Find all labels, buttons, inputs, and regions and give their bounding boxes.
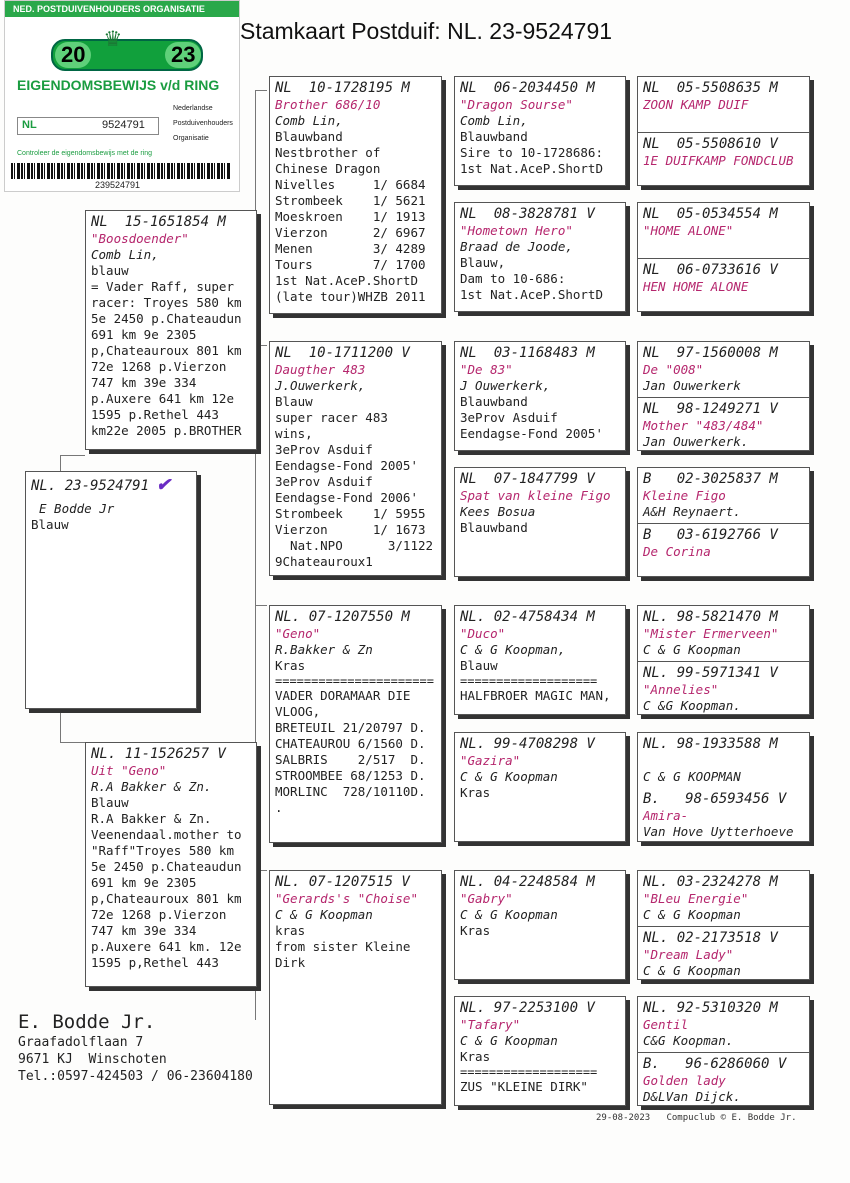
gp-owner: R.Bakker & Zn bbox=[275, 642, 373, 657]
ggp-line: Dam to 10-686: bbox=[460, 271, 566, 286]
ring-number-box bbox=[17, 117, 159, 135]
mother-ring: NL. 11-1526257 V bbox=[91, 746, 226, 762]
mother-card bbox=[85, 742, 257, 987]
gggp-ring: NL 05-5508635 M bbox=[643, 80, 778, 96]
gp-owner: C & G Koopman bbox=[275, 907, 373, 922]
mother-line: R.A Bakker & Zn. bbox=[91, 811, 212, 826]
ggp-name: "Dragon Sourse" bbox=[460, 97, 573, 112]
subject-pigeon-card bbox=[25, 471, 197, 709]
gggp-male bbox=[638, 203, 809, 262]
gggp-name: Gentil bbox=[643, 1017, 689, 1032]
control-text: Controleer de eigendomsbewijs met de ring bbox=[17, 150, 153, 157]
mother-line: p.Auxere 641 km. 12e bbox=[91, 939, 242, 954]
gp-line: Strombeek 1/ 5955 bbox=[275, 506, 426, 521]
mother-line: 747 km 39e 334 bbox=[91, 923, 197, 938]
ggp-name: "Tafary" bbox=[460, 1017, 521, 1032]
gp-line: Blauw bbox=[275, 394, 313, 409]
gp-ring: NL. 07-1207515 V bbox=[275, 874, 410, 890]
gggp-male bbox=[638, 997, 809, 1056]
gggp-ring: B 02-3025837 M bbox=[643, 471, 778, 487]
gggp-ring: NL 06-0733616 V bbox=[643, 262, 778, 278]
gp-line: Strombeek 1/ 5621 bbox=[275, 193, 426, 208]
grandparent-card bbox=[269, 870, 442, 1105]
father-line: blauw bbox=[91, 263, 129, 278]
gp-name: "Geno" bbox=[275, 626, 321, 641]
gggp-ring: NL. 92-5310320 M bbox=[643, 1000, 778, 1016]
connector bbox=[255, 90, 267, 91]
gggp-ring: B. 98-6593456 V bbox=[643, 791, 787, 807]
father-line: racer: Troyes 580 km bbox=[91, 295, 242, 310]
gggp-name: "Dream Lady" bbox=[643, 947, 734, 962]
gggp-female bbox=[638, 258, 809, 312]
great-grandparent-card bbox=[454, 341, 626, 451]
gp-line: wins, bbox=[275, 426, 313, 441]
gggp-owner: C &G Koopman. bbox=[643, 698, 741, 713]
father-line: 5e 2450 p.Chateaudun bbox=[91, 311, 242, 326]
mother-line: p,Chateauroux 801 km bbox=[91, 891, 242, 906]
gggp-name: "Mister Ermerveen" bbox=[643, 626, 779, 641]
gp-line: Nestbrother of bbox=[275, 145, 381, 160]
ggp-owner: J Ouwerkerk, bbox=[460, 378, 551, 393]
connector bbox=[60, 742, 85, 743]
checkmark-icon: ✔ bbox=[157, 471, 170, 495]
ring-year-right: 23 bbox=[165, 42, 201, 68]
ggp-owner: C & G Koopman bbox=[460, 907, 558, 922]
gggp-ring: NL 05-0534554 M bbox=[643, 206, 778, 222]
father-line: 72e 1268 p.Vierzon bbox=[91, 359, 227, 374]
footer-credit: 29-08-2023 Compuclub © E. Bodde Jr. bbox=[596, 1113, 797, 1123]
subject-owner: E Bodde Jr bbox=[39, 501, 115, 516]
gp-ring: NL. 07-1207550 M bbox=[275, 609, 410, 625]
gggp-pair-card bbox=[637, 870, 810, 980]
mother-line: Veenendaal.mother to bbox=[91, 827, 242, 842]
great-grandparent-card bbox=[454, 605, 626, 715]
father-line: km22e 2005 p.BROTHER bbox=[91, 423, 242, 438]
npo-line-2: Postduivenhouders bbox=[173, 120, 233, 127]
gp-owner: Comb Lin, bbox=[275, 113, 343, 128]
gggp-ring: B. 96-6286060 V bbox=[643, 1056, 787, 1072]
gp-line: Dirk bbox=[275, 955, 306, 970]
father-card bbox=[85, 210, 257, 450]
ggp-line: Blauwband bbox=[460, 520, 528, 535]
gp-name: Brother 686/10 bbox=[275, 97, 381, 112]
ggp-ring: NL. 02-4758434 M bbox=[460, 609, 595, 625]
gp-line: SALBRIS 2/517 D. bbox=[275, 752, 426, 767]
ggp-owner: C & G Koopman, bbox=[460, 642, 566, 657]
ggp-line: HALFBROER MAGIC MAN, bbox=[460, 688, 611, 703]
gggp-ring: NL. 99-5971341 V bbox=[643, 665, 778, 681]
gp-line: Eendagse-Fond 2005' bbox=[275, 458, 418, 473]
gp-line: Moeskroen 1/ 1913 bbox=[275, 209, 426, 224]
gggp-male bbox=[638, 77, 809, 136]
ggp-ring: NL. 97-2253100 V bbox=[460, 1000, 595, 1016]
gp-line: super racer 483 bbox=[275, 410, 388, 425]
page-title: Stamkaart Postduif: NL. 23-9524791 bbox=[240, 18, 613, 44]
gp-line: VLOOG, bbox=[275, 704, 321, 719]
grandparent-card bbox=[269, 605, 442, 843]
ggp-line: ZUS "KLEINE DIRK" bbox=[460, 1079, 588, 1094]
father-line: 747 km 39e 334 bbox=[91, 375, 197, 390]
ggp-name: "Hometown Hero" bbox=[460, 223, 573, 238]
ggp-name: Spat van kleine Figo bbox=[460, 488, 611, 503]
gggp-pair-card bbox=[637, 76, 810, 186]
gp-line: Eendagse-Fond 2006' bbox=[275, 490, 418, 505]
npo-block bbox=[173, 101, 233, 146]
gp-name: "Gerards's "Choise" bbox=[275, 891, 418, 906]
gp-ring: NL 10-1728195 M bbox=[275, 80, 410, 96]
gp-line: VADER DORAMAAR DIE bbox=[275, 688, 411, 703]
ggp-owner: C & G Koopman bbox=[460, 769, 558, 784]
gggp-pair-card bbox=[637, 996, 810, 1106]
ggp-line: Kras bbox=[460, 923, 491, 938]
gggp-pair-card bbox=[637, 605, 810, 715]
gggp-owner: D&LVan Dijck. bbox=[643, 1089, 741, 1104]
gggp-owner: C & G Koopman bbox=[643, 963, 741, 978]
ggp-ring: NL 08-3828781 V bbox=[460, 206, 595, 222]
gggp-ring: NL. 03-2324278 M bbox=[643, 874, 778, 890]
breeder-phone: Tel.:0597-424503 / 06-23604180 bbox=[18, 1069, 253, 1084]
ggp-ring: NL 03-1168483 M bbox=[460, 345, 595, 361]
gggp-female bbox=[638, 926, 809, 980]
gp-line: (late tour)WHZB 2011 bbox=[275, 289, 426, 304]
ggp-line: Blauwband bbox=[460, 394, 528, 409]
subject-color: Blauw bbox=[31, 517, 69, 532]
mother-line: 1595 p,Rethel 443 bbox=[91, 955, 219, 970]
gggp-male bbox=[638, 606, 809, 665]
ggp-name: "Gabry" bbox=[460, 891, 513, 906]
ggp-owner: Braad de Joode, bbox=[460, 239, 573, 254]
mother-line: "Raff"Troyes 580 km bbox=[91, 843, 234, 858]
ggp-ring: NL 06-2034450 M bbox=[460, 80, 595, 96]
mother-line: 691 km 9e 2305 bbox=[91, 875, 197, 890]
gggp-name: "BLeu Energie" bbox=[643, 891, 749, 906]
ggp-line: Eendagse-Fond 2005' bbox=[460, 426, 603, 441]
father-line: p.Auxere 641 km 12e bbox=[91, 391, 234, 406]
gggp-name: De "008" bbox=[643, 362, 704, 377]
gp-line: Chinese Dragon bbox=[275, 161, 381, 176]
gp-line: CHATEAUROU 6/1560 D. bbox=[275, 736, 426, 751]
gggp-male bbox=[638, 733, 809, 792]
ggp-ring: NL. 04-2248584 M bbox=[460, 874, 595, 890]
gp-ring: NL 10-1711200 V bbox=[275, 345, 410, 361]
ggp-owner: Kees Bosua bbox=[460, 504, 536, 519]
ring-year-left: 20 bbox=[55, 42, 91, 68]
breeder-info bbox=[18, 1010, 253, 1085]
gggp-owner: Jan Ouwerkerk. bbox=[643, 434, 749, 449]
gggp-name: De Corina bbox=[643, 544, 711, 559]
gggp-ring: NL 97-1560008 M bbox=[643, 345, 778, 361]
lion-emblem-icon: ♛ bbox=[105, 23, 121, 53]
ggp-line: Blauw, bbox=[460, 255, 506, 270]
gp-owner: J.Ouwerkerk, bbox=[275, 378, 366, 393]
gggp-name: ZOON KAMP DUIF bbox=[643, 97, 749, 112]
gggp-ring: NL 98-1249271 V bbox=[643, 401, 778, 417]
gggp-female bbox=[638, 132, 809, 186]
gggp-male bbox=[638, 468, 809, 527]
gggp-name: Kleine Figo bbox=[643, 488, 726, 503]
gp-divider: ====================== bbox=[275, 674, 434, 688]
gp-line: Kras bbox=[275, 658, 306, 673]
barcode-number: 239524791 bbox=[95, 180, 141, 190]
gggp-female bbox=[638, 1052, 809, 1106]
gp-line: 3eProv Asduif bbox=[275, 442, 373, 457]
gp-line: Vierzon 1/ 1673 bbox=[275, 522, 426, 537]
gggp-owner: Jan Ouwerkerk bbox=[643, 378, 741, 393]
gggp-name: "HOME ALONE" bbox=[643, 223, 734, 238]
gggp-female bbox=[638, 661, 809, 715]
gggp-owner: A&H Reynaert. bbox=[643, 504, 741, 519]
mother-line: 72e 1268 p.Vierzon bbox=[91, 907, 227, 922]
subject-ring bbox=[31, 471, 191, 495]
gggp-pair-card bbox=[637, 732, 810, 842]
gp-line: Menen 3/ 4289 bbox=[275, 241, 426, 256]
mother-name: Uit "Geno" bbox=[91, 763, 167, 778]
ggp-line: 3eProv Asduif bbox=[460, 410, 558, 425]
ring-number: 9524791 bbox=[102, 119, 145, 131]
ggp-ring: NL. 99-4708298 V bbox=[460, 736, 595, 752]
father-line: = Vader Raff, super bbox=[91, 279, 234, 294]
great-grandparent-card bbox=[454, 202, 626, 312]
gggp-female bbox=[638, 523, 809, 577]
npo-line-3: Organisatie bbox=[173, 135, 209, 142]
connector bbox=[255, 605, 267, 606]
gggp-owner: C & G KOOPMAN bbox=[643, 769, 741, 784]
ring-heading: EIGENDOMSBEWIJS v/d RING bbox=[17, 77, 220, 93]
great-grandparent-card bbox=[454, 996, 626, 1106]
ggp-divider: =================== bbox=[460, 1065, 598, 1079]
gggp-name: Golden lady bbox=[643, 1073, 726, 1088]
great-grandparent-card bbox=[454, 732, 626, 842]
gp-line: MORLINC 728/10110D. bbox=[275, 784, 426, 799]
breeder-name: E. Bodde Jr. bbox=[18, 1011, 156, 1033]
gp-line: 3eProv Asduif bbox=[275, 474, 373, 489]
gggp-name: 1E DUIFKAMP FONDCLUB bbox=[643, 153, 794, 168]
gggp-pair-card bbox=[637, 467, 810, 577]
gggp-female bbox=[638, 788, 809, 842]
gggp-name: "Annelies" bbox=[643, 682, 719, 697]
ring-country: NL bbox=[22, 119, 37, 131]
father-line: 1595 p.Rethel 443 bbox=[91, 407, 219, 422]
gggp-male bbox=[638, 871, 809, 930]
gggp-owner: C & G Koopman bbox=[643, 642, 741, 657]
mother-line: Blauw bbox=[91, 795, 129, 810]
gggp-pair-card bbox=[637, 341, 810, 451]
subject-ring-text: NL. 23-9524791 bbox=[31, 478, 150, 494]
ring-ownership-card bbox=[4, 0, 240, 192]
ggp-name: "Duco" bbox=[460, 626, 506, 641]
gggp-name: HEN HOME ALONE bbox=[643, 279, 749, 294]
gggp-name: Amira- bbox=[643, 808, 689, 823]
ggp-owner: C & G Koopman bbox=[460, 1033, 558, 1048]
ggp-line: Blauw bbox=[460, 658, 498, 673]
gggp-ring: NL. 02-2173518 V bbox=[643, 930, 778, 946]
ggp-name: "Gazira" bbox=[460, 753, 521, 768]
ring-org-label: NED. POSTDUIVENHOUDERS ORGANISATIE bbox=[5, 1, 239, 17]
mother-owner: R.A Bakker & Zn. bbox=[91, 779, 212, 794]
gggp-owner: Van Hove Uytterhoeve bbox=[643, 824, 794, 839]
ggp-line: Sire to 10-1728686: bbox=[460, 145, 603, 160]
gp-line: . bbox=[275, 800, 283, 815]
grandparent-card bbox=[269, 341, 442, 576]
gggp-ring: B 03-6192766 V bbox=[643, 527, 778, 543]
gp-line: Nivelles 1/ 6684 bbox=[275, 177, 426, 192]
father-name: "Boosdoender" bbox=[91, 231, 189, 246]
ggp-line: Kras bbox=[460, 1049, 491, 1064]
ggp-name: "De 83" bbox=[460, 362, 513, 377]
ggp-line: 1st Nat.AceP.ShortD bbox=[460, 287, 603, 302]
gp-line: from sister Kleine bbox=[275, 939, 411, 954]
father-line: p,Chateauroux 801 km bbox=[91, 343, 242, 358]
gp-line: Tours 7/ 1700 bbox=[275, 257, 426, 272]
gggp-ring: NL 05-5508610 V bbox=[643, 136, 778, 152]
ggp-owner: Comb Lin, bbox=[460, 113, 528, 128]
father-owner: Comb Lin, bbox=[91, 247, 159, 262]
gp-line: 9Chateauroux1 bbox=[275, 554, 373, 569]
gggp-ring: NL. 98-5821470 M bbox=[643, 609, 778, 625]
gggp-pair-card bbox=[637, 202, 810, 312]
gp-line: Blauwband bbox=[275, 129, 343, 144]
gp-line: Nat.NPO 3/1122 bbox=[275, 538, 434, 553]
father-ring: NL 15-1651854 M bbox=[91, 214, 226, 230]
breeder-address-2: 9671 KJ Winschoten bbox=[18, 1052, 167, 1067]
great-grandparent-card bbox=[454, 76, 626, 186]
ggp-ring: NL 07-1847799 V bbox=[460, 471, 595, 487]
great-grandparent-card bbox=[454, 870, 626, 980]
gp-line: kras bbox=[275, 923, 306, 938]
gggp-male bbox=[638, 342, 809, 401]
gggp-name: Mother "483/484" bbox=[643, 418, 764, 433]
great-grandparent-card bbox=[454, 467, 626, 577]
gp-line: Vierzon 2/ 6967 bbox=[275, 225, 426, 240]
mother-line: 5e 2450 p.Chateaudun bbox=[91, 859, 242, 874]
gggp-ring: NL. 98-1933588 M bbox=[643, 736, 778, 752]
connector bbox=[60, 455, 85, 456]
gp-name: Daugther 483 bbox=[275, 362, 366, 377]
gggp-female bbox=[638, 397, 809, 451]
connector bbox=[60, 710, 61, 742]
gp-line: BRETEUIL 21/20797 D. bbox=[275, 720, 426, 735]
gp-line: STROOMBEE 68/1253 D. bbox=[275, 768, 426, 783]
ggp-line: Kras bbox=[460, 785, 491, 800]
ggp-line: 1st Nat.AceP.ShortD bbox=[460, 161, 603, 176]
gp-line: 1st Nat.AceP.ShortD bbox=[275, 273, 418, 288]
ggp-divider: =================== bbox=[460, 674, 598, 688]
gggp-owner: C&G Koopman. bbox=[643, 1033, 734, 1048]
gggp-owner: C & G Koopman bbox=[643, 907, 741, 922]
father-line: 691 km 9e 2305 bbox=[91, 327, 197, 342]
breeder-address-1: Graafadolflaan 7 bbox=[18, 1035, 144, 1050]
barcode bbox=[11, 163, 231, 179]
ggp-line: Blauwband bbox=[460, 129, 528, 144]
npo-line-1: Nederlandse bbox=[173, 105, 213, 112]
grandparent-card bbox=[269, 76, 442, 314]
